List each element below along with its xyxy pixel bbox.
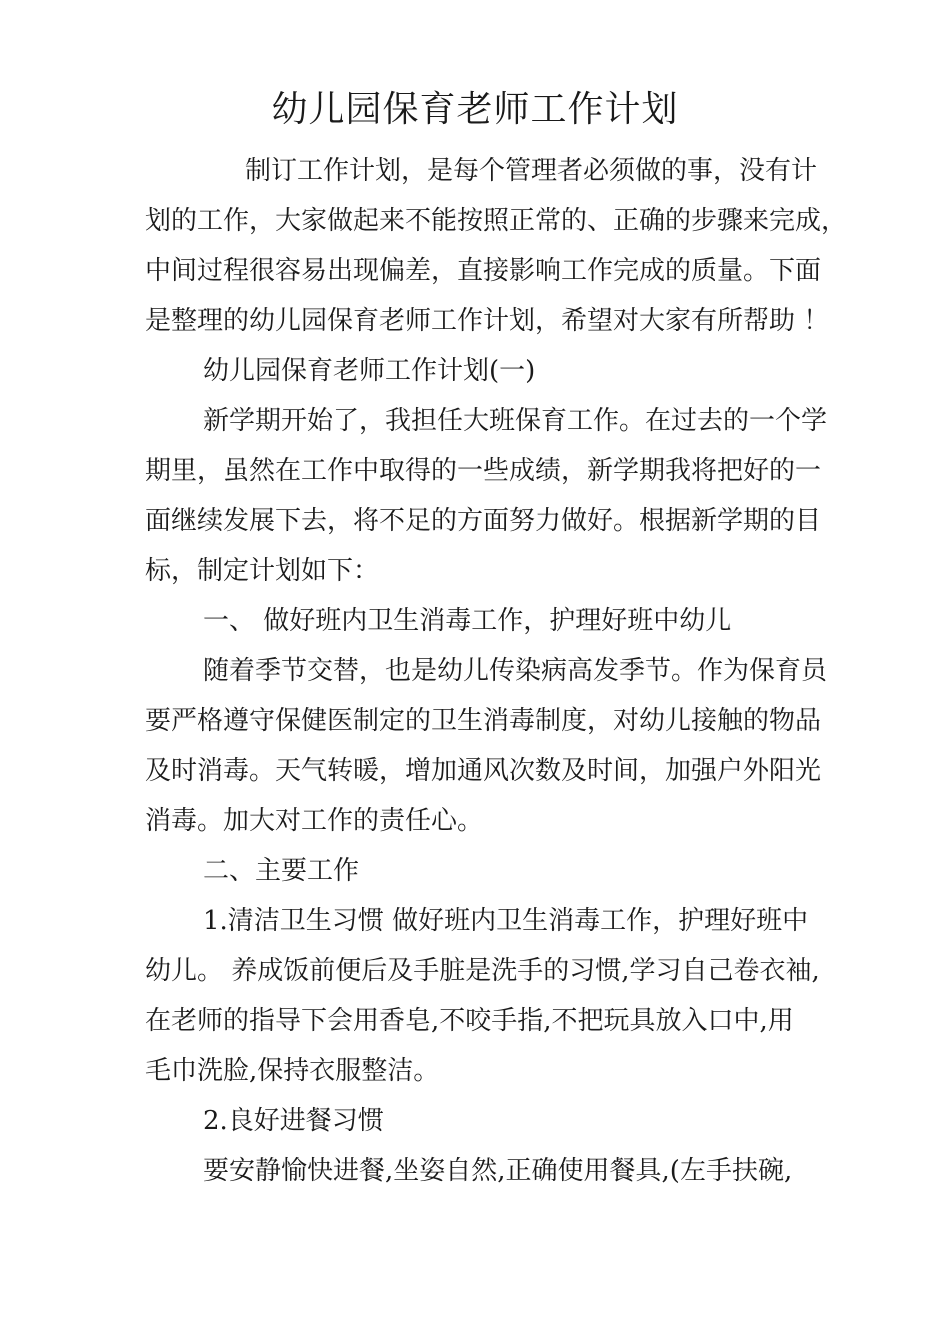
paragraph-line: 期里，虽然在工作中取得的一些成绩，新学期我将把好的一 [145, 456, 822, 486]
paragraph-line: 是整理的幼儿园保育老师工作计划，希望对大家有所帮助 ！ [145, 306, 830, 336]
paragraph-line: 要安静愉快进餐,坐姿自然,正确使用餐具,(左手扶碗, [203, 1156, 793, 1186]
paragraph-line: 新学期开始了，我担任大班保育工作。在过去的一个学 [203, 406, 828, 436]
paragraph-line: 1.清洁卫生习惯 做好班内卫生消毒工作，护理好班中 [203, 906, 809, 936]
paragraph-line: 面继续发展下去，将不足的方面努力做好。根据新学期的目 [145, 506, 822, 536]
section-heading: 一、 做好班内卫生消毒工作，护理好班中幼儿 [203, 606, 732, 636]
paragraph-line: 中间过程很容易出现偏差，直接影响工作完成的质量。下面 [145, 256, 822, 286]
paragraph-line: 幼儿。 养成饭前便后及手脏是洗手的习惯,学习自己卷衣袖, [145, 956, 820, 986]
paragraph-line: 要严格遵守保健医制定的卫生消毒制度，对幼儿接触的物品 [145, 706, 822, 736]
section-heading: 2.良好进餐习惯 [203, 1106, 384, 1136]
paragraph-line: 划的工作，大家做起来不能按照正常的、正确的步骤来完成， [145, 206, 848, 236]
document-title: 幼儿园保育老师工作计划 [271, 89, 679, 130]
paragraph-line: 消毒。加大对工作的责任心。 [145, 806, 484, 836]
paragraph-line: 毛巾洗脸,保持衣服整洁。 [145, 1056, 440, 1086]
section-heading: 幼儿园保育老师工作计划(一) [203, 356, 536, 386]
section-heading: 二、主要工作 [203, 856, 360, 886]
paragraph-line: 制订工作计划，是每个管理者必须做的事，没有计 [245, 156, 818, 186]
paragraph-line: 在老师的指导下会用香皂,不咬手指,不把玩具放入口中,用 [145, 1006, 794, 1036]
paragraph-line: 及时消毒。天气转暖，增加通风次数及时间，加强户外阳光 [145, 756, 822, 786]
document-body [145, 146, 848, 1196]
paragraph-line: 标，制定计划如下： [145, 556, 380, 586]
paragraph-line: 随着季节交替，也是幼儿传染病高发季节。作为保育员 [203, 656, 828, 686]
